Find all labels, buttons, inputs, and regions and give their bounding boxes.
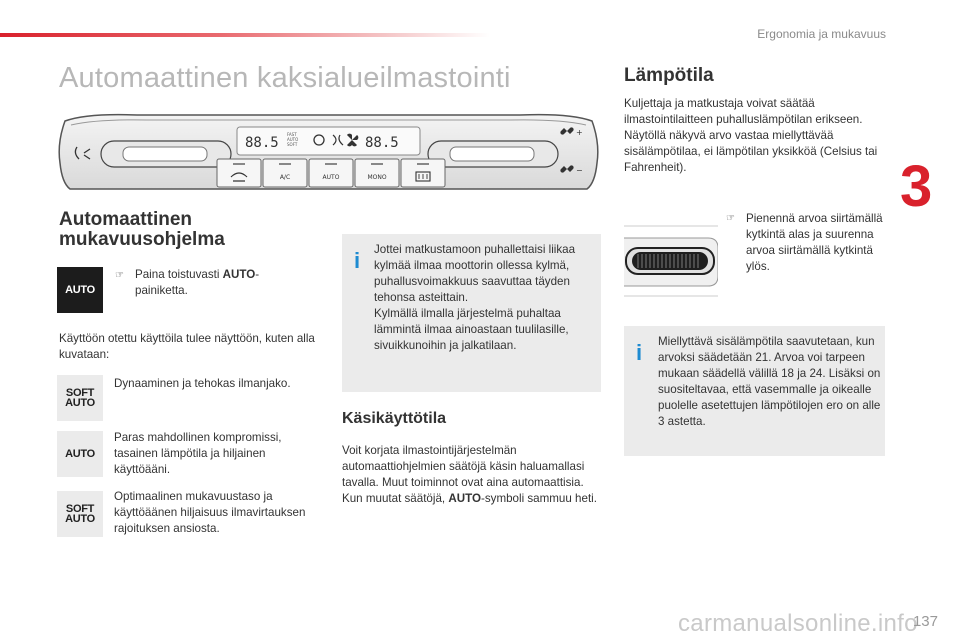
auto-intro: Käyttöön otettu käyttöila tulee näyttöön, kuten alla kuvataan: [59,332,315,361]
page-number: 137 [912,613,938,630]
mono-button-label: MONO [367,174,387,181]
bullet-icon-2: ☞ [726,213,735,224]
svg-text:FAST: FAST [287,132,297,137]
temperature-switch-illustration [624,222,718,298]
info-box-comfort-temp [624,326,885,456]
bullet-icon: ☞ [115,270,124,281]
mode-auto-description: Paras mahdollinen kompromissi, tasainen lämpötila ja hiljainen käyttöääni. [114,431,282,476]
info-icon-2: i [636,340,643,365]
info-box-cold-engine [342,234,601,392]
right-temp-display: 88.5 [365,135,399,151]
page-title: Automaattinen kaksialueilmastointi [59,62,511,94]
info-comfort-text: Miellyttävä sisälämpötila saavutetaan, kun arvoksi säädetään 21. Arvoa voi tarpeen mukaan säädellä välillä 18 ja 24. Lisäksi on suositeltavaa, että vasemmalle ja oikealle puolelle asetettujen lämpötilojen ero on alle 3 astetta. [658,335,881,428]
chapter-number: 3 [900,154,933,219]
svg-text:−: − [576,166,583,175]
left-temp-display: 88.5 [245,135,279,151]
auto-program-heading: Automaattinen mukavuusohjelma [59,209,225,250]
svg-text:SOFT: SOFT [287,142,298,147]
svg-text:+: + [576,128,583,137]
info-cold-text: Jottei matkustamoon puhallettaisi liikaa kylmää ilmaa moottorin ollessa kylmä, puhallusvoimakkuus saavuttaa täyden tehonsa asteittain. Kylmällä ilmalla järjestelmä puhaltaa lämmintä ilmaa ainoastaan tuulilasille, sivuikkunoihin ja jalkatilaan. [374,243,576,352]
svg-text:AUTO: AUTO [287,137,299,142]
manual-text: Voit korjata ilmastointijärjestelmän automaattiohjelmien säätöjä käsin haluamallasi tavalla. Muut toiminnot ovat aina automaattisia. Kun muutat säätöjä, AUTO-symboli sammuu heti. [342,444,597,505]
mode-soft-comfort-description: Optimaalinen mukavuustaso ja käyttöäänen hiljaisuus ilmavirtauksen rajoituksen ansiosta. [114,490,306,535]
temperature-text: Kuljettaja ja matkustaja voivat säätää ilmastointilaitteen puhalluslämpötilan erikseen. Näytöllä näkyvä arvo vastaa miellyttävää sisälämpötilaa, ei lämpötilan yksikköä (Celsius tai Fahrenheit). [624,97,878,174]
temperature-heading: Lämpötila [624,65,714,86]
header-accent-bar [0,33,490,37]
auto-badge: AUTO [57,267,103,313]
ac-button-label: A/C [279,174,291,181]
climate-panel-illustration [57,113,600,192]
soft-auto-badge-2: SOFT AUTO [57,491,103,537]
watermark: carmanualsonline.info [678,610,918,637]
info-icon: i [354,248,361,273]
mode-soft-description: Dynaaminen ja tehokas ilmanjako. [114,377,291,390]
section-header: Ergonomia ja mukavuus [757,27,886,41]
manual-heading: Käsikäyttötila [342,410,447,427]
temperature-instruction: Pienennä arvoa siirtämällä kytkintä alas ja suurenna arvoa siirtämällä kytkintä ylös. [746,212,883,273]
auto-instruction: Paina toistuvasti AUTO-painiketta. [135,268,260,297]
soft-auto-badge: SOFT AUTO [57,375,103,421]
auto-button-label: AUTO [322,174,340,181]
normal-auto-badge: AUTO [57,431,103,477]
